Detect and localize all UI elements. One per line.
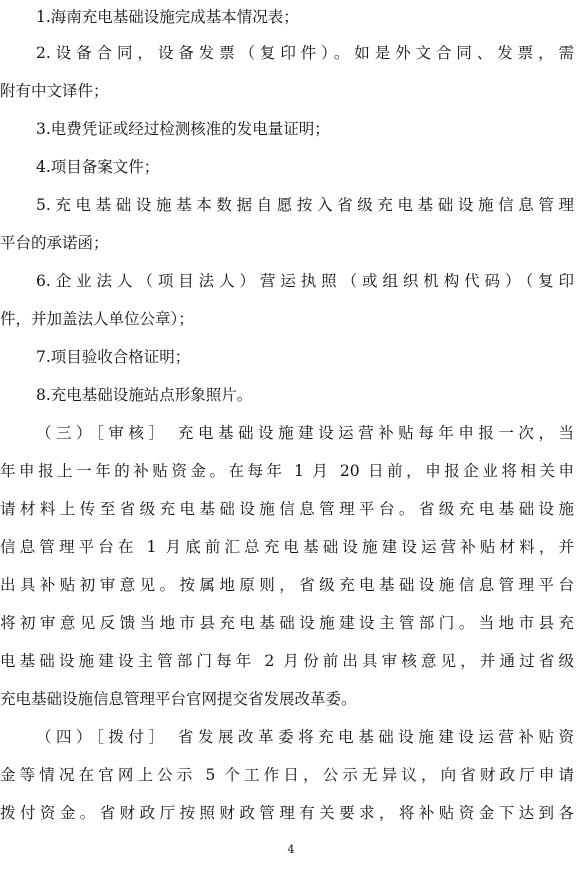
paragraph-payment-line-1: （四）［拨付］ 省发展改革委将充电基础设施建设运营补贴资 bbox=[36, 728, 574, 746]
paragraph-review-line-6: 将初审意见反馈当地市县充电基础设施建设主管部门。当地市县充 bbox=[0, 614, 574, 632]
paragraph-review-line-4: 信息管理平台在 1 月底前汇总充电基础设施建设运营补贴材料，并 bbox=[0, 538, 574, 556]
list-item-7: 7.项目验收合格证明； bbox=[36, 348, 191, 366]
list-item-5-continuation: 平台的承诺函； bbox=[0, 234, 109, 252]
list-item-8: 8.充电基础设施站点形象照片。 bbox=[36, 386, 253, 404]
list-item-3: 3.电费凭证或经过检测核准的发电量证明； bbox=[36, 120, 330, 138]
list-item-6: 6.企业法人（项目法人）营运执照（或组织机构代码）（复印 bbox=[36, 272, 574, 290]
paragraph-review-line-1: （三）［审核］ 充电基础设施建设运营补贴每年申报一次，当 bbox=[36, 424, 574, 442]
list-item-2-continuation: 附有中文译件； bbox=[0, 82, 109, 100]
list-item-1: 1.海南充电基础设施完成基本情况表； bbox=[36, 8, 299, 26]
list-item-4: 4.项目备案文件； bbox=[36, 158, 160, 176]
list-item-2: 2.设备合同，设备发票（复印件）。如是外文合同、发票，需 bbox=[36, 44, 574, 62]
paragraph-review-line-8: 充电基础设施信息管理平台官网提交省发展改革委。 bbox=[0, 690, 357, 708]
list-item-5: 5.充电基础设施基本数据自愿按入省级充电基础设施信息管理 bbox=[36, 196, 574, 214]
paragraph-review-line-5: 出具补贴初审意见。按属地原则，省级充电基础设施信息管理平台 bbox=[0, 576, 574, 594]
paragraph-review-line-3: 请材料上传至省级充电基础设施信息管理平台。省级充电基础设施 bbox=[0, 500, 574, 518]
paragraph-review-line-2: 年申报上一年的补贴资金。在每年 1 月 20 日前，申报企业将相关申 bbox=[0, 462, 574, 480]
paragraph-payment-line-3: 拨付资金。省财政厅按照财政管理有关要求，将补贴资金下达到各 bbox=[0, 804, 574, 822]
list-item-6-continuation: 件，并加盖法人单位公章）； bbox=[0, 310, 194, 328]
paragraph-review-line-7: 电基础设施建设主管部门每年 2 月份前出具审核意见，并通过省级 bbox=[0, 652, 574, 670]
paragraph-payment-line-2: 金等情况在官网上公示 5 个工作日，公示无异议，向省财政厅申请 bbox=[0, 766, 574, 784]
page-number: 4 bbox=[287, 843, 295, 856]
